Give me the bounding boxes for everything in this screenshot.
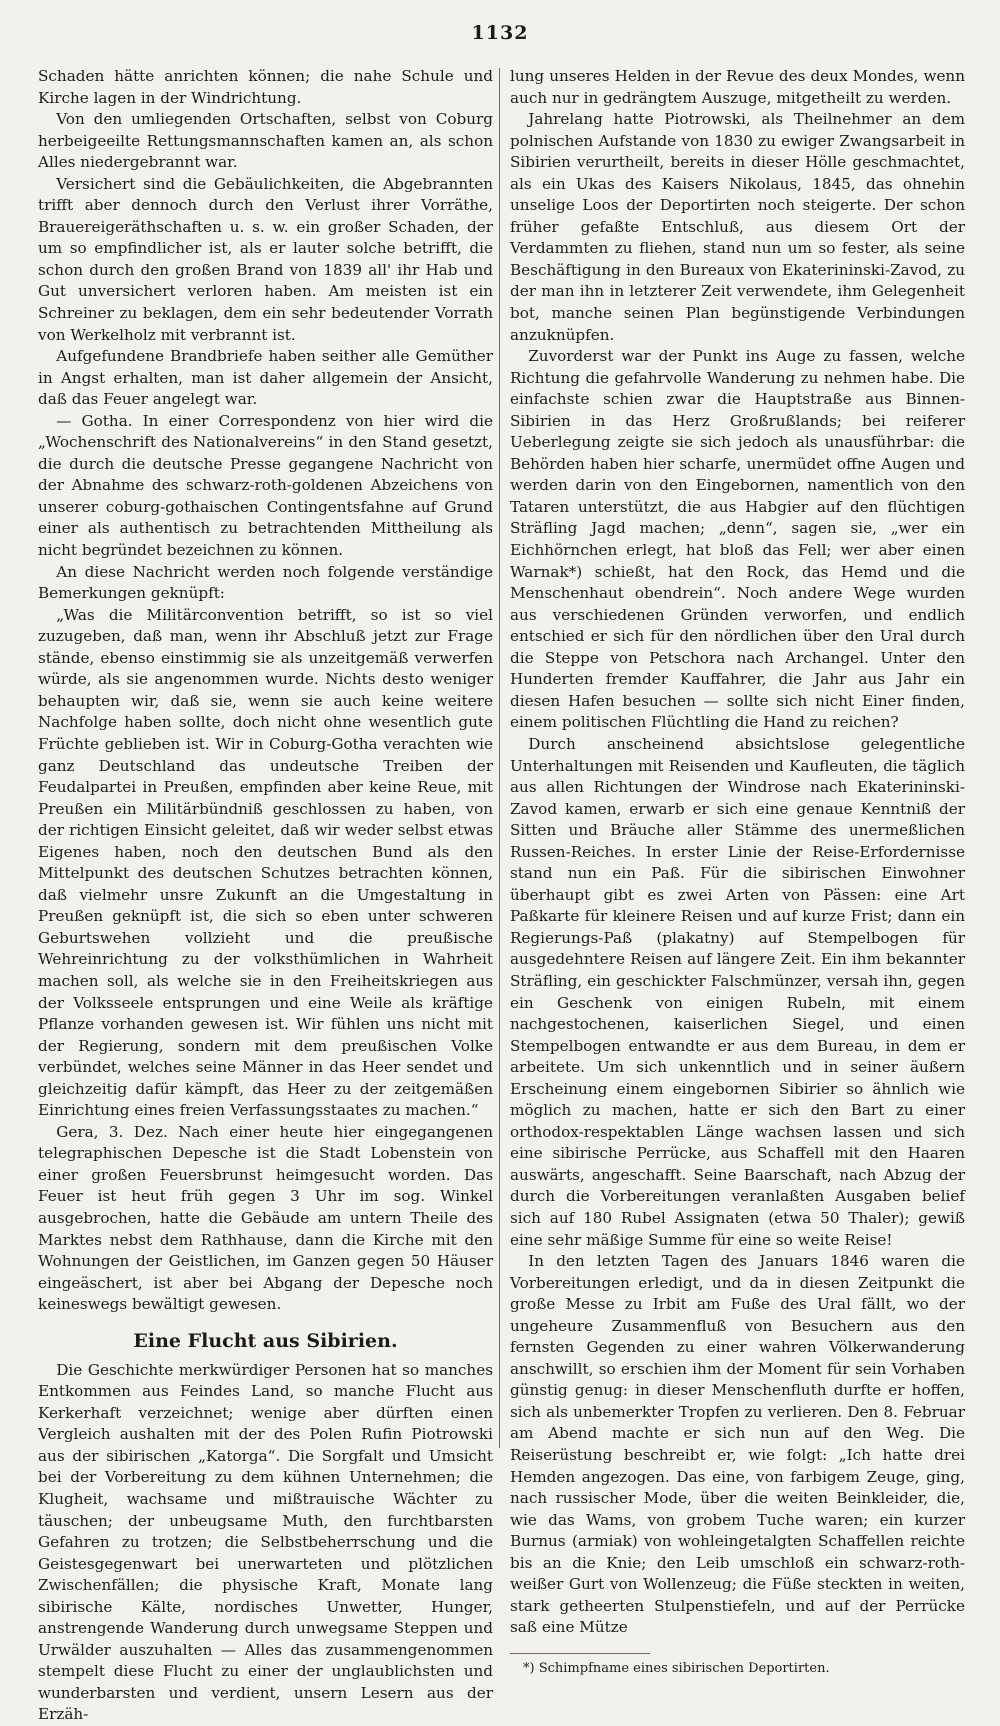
right-column [510,66,965,1676]
paragraph: An diese Nachricht werden noch folgende verständige Bemerkungen geknüpft: [38,562,493,603]
paragraph: Durch anscheinend absichtslose gelegentliche Unterhaltungen mit Reisenden und Kaufleuten, die täglich aus allen Richtungen der Windrose nach Ekaterininski-Zavod kamen, erwarb er sich eine genaue Kenntniß der Sitten und Bräuche aller Stämme des unermeßlichen Russen-Reiches. In erster Linie der Reise-Erfordernisse stand nun ein Paß. Für die sibirischen Einwohner überhaupt gibt es zwei Arten von Pässen: eine Art Paßkarte für kleinere Reisen und auf kurze Frist; dann ein Regierungs-Paß (plakatny) auf Stempelbogen für ausgedehntere Reisen auf längere Zeit. Ein ihm bekannter Sträfling, ein geschickter Falschmünzer, versah ihn, gegen ein Geschenk von einigen Rubeln, mit einem nachgestochenen, kaiserlichen Siegel, und einen Stempelbogen entwandte er aus dem Bureau, in dem er arbeitete. Um sich unkenntlich und in seiner äußern Erscheinung einem eingebornen Sibirier so ähnlich wie möglich zu machen, hatte er sich den Bart zu einer orthodox-respektablen Länge wachsen lassen und sich eine sibirische Perrücke, aus Schaffell mit den Haaren auswärts, angeschafft. Seine Baarschaft, nach Abzug der durch die Vorbereitungen veranlaßten Ausgaben belief sich auf 180 Rubel Assignaten (etwa 50 Thaler); gewiß eine sehr mäßige Summe für eine so weite Reise! [510,734,965,1249]
paragraph: — Gotha. In einer Correspondenz von hier wird die „Wochenschrift des Nationalvereins“ in den Stand gesetzt, die durch die deutsche Presse gegangene Nachricht von der Abnahme des schwarz-roth-goldenen Abzeichens von unserer coburg-gothaischen Contingentsfahne auf Grund einer als authentisch zu betrachtenden Mittheilung als nicht begründet bezeichnen zu können. [38,411,493,560]
article-title: Eine Flucht aus Sibirien. [133,1329,398,1352]
footnote: *) Schimpfname eines sibirischen Deportirten. [523,1660,830,1676]
paragraph: Aufgefundene Brandbriefe haben seither alle Gemüther in Angst erhalten, man ist daher allgemein der Ansicht, daß das Feuer angelegt war. [38,347,493,409]
paragraph: Versichert sind die Gebäulichkeiten, die Abgebrannten trifft aber dennoch durch den Verlust ihrer Vorräthe, Brauereigeräthschaften u. s. w. ein großer Schaden, der um so empfindlicher ist, als er lauter solche betrifft, die schon durch den großen Brand von 1839 all' ihr Hab und Gut unversichert verloren haben. Am meisten ist ein Schreiner zu beklagen, dem ein sehr bedeutender Vorrath von Werkelholz mit verbrannt ist. [38,174,493,344]
column-divider [499,68,500,1448]
paragraph: Von den umliegenden Ortschaften, selbst von Coburg herbeigeeilte Rettungsmannschaften kamen an, als schon Alles niedergebrannt war. [38,110,493,172]
paragraph: Zuvorderst war der Punkt ins Auge zu fassen, welche Richtung die gefahrvolle Wanderung zu nehmen habe. Die einfachste schien zwar die Hauptstraße aus Binnen-Sibirien in das Herz Großrußlands; bei reiferer Ueberlegung zeigte sie sich jedoch als unausführbar: die Behörden haben hier scharfe, unermüdet offne Augen und werden darin von den Eingebornen, namentlich von den Tataren unterstützt, die aus Habgier auf den flüchtigen Sträfling Jagd machen; „denn“, sagen sie, „wer ein Eichhörnchen erlegt, hat bloß das Fell; wer aber einen Warnak*) schießt, hat den Rock, das Hemd und die Menschenhaut obendrein“. Noch andere Wege wurden aus verschiedenen Gründen verworfen, und endlich entschied er sich für den nördlichen über den Ural durch die Steppe von Petschora nach Archangel. Unter den Hunderten fremder Kauffahrer, die Jahr aus Jahr ein diesen Hafen besuchen — sollte sich nicht Einer finden, einem politischen Flüchtling die Hand zu reichen? [510,347,965,732]
paragraph: Schaden hätte anrichten können; die nahe Schule und Kirche lagen in der Windrichtung. [38,67,493,107]
paragraph: „Was die Militärconvention betrifft, so ist so viel zuzugeben, daß man, wenn ihr Abschluß jetzt zur Frage stände, ebenso einstimmig sie als unzeitgemäß verwerfen würde, als sie angenommen wurde. Nichts desto weniger behaupten wir, daß sie, wenn sie auch keine weitere Nachfolge haben sollte, doch nicht ohne wesentlich gute Früchte geblieben ist. Wir in Coburg-Gotha verachten wie ganz Deutschland das undeutsche Treiben der Feudalpartei in Preußen, empfinden aber keine Reue, mit Preußen ein Militärbündniß geschlossen zu haben, von der richtigen Einsicht geleitet, daß wir weder selbst etwas Eigenes haben, noch den deutschen Bund als den Mittelpunkt des deutschen Schutzes betrachten können, daß vielmehr unsre Zukunft an die Umgestaltung in Preußen geknüpft ist, die sich so eben unter schweren Geburtswehen vollzieht und die preußische Wehreinrichtung zu der volksthümlichen in Wahrheit machen soll, als welche sie in den Freiheitskriegen aus der Volksseele entsprungen und eine Weile als kräftige Pflanze vorhanden gewesen ist. Wir fühlen uns nicht mit der Regierung, sondern mit dem preußischen Volke verbündet, welches seine Männer in das Heer sendet und gleichzeitig dafür kämpft, das Heer zu der zeitgemäßen Einrichtung eines freien Verfassungsstaates zu machen.“ [38,605,493,1120]
paragraph: Gera, 3. Dez. Nach einer heute hier eingegangenen telegraphischen Depesche ist die Stadt Lobenstein von einer großen Feuersbrunst heimgesucht worden. Das Feuer ist heut früh gegen 3 Uhr im sog. Winkel ausgebrochen, hatte die Gebäude am untern Theile des Marktes nebst dem Rathhause, dann die Kirche mit den Wohnungen der Geistlichen, im Ganzen gegen 50 Häuser eingeäschert, ist aber bei Abgang der Depesche noch keineswegs bewältigt gewesen. [38,1122,493,1314]
footnote-rule [510,1653,650,1654]
left-column [38,66,493,1724]
page-number: 1132 [471,22,529,44]
paragraph: Die Geschichte merkwürdiger Personen hat so manches Entkommen aus Feindes Land, so manche Flucht aus Kerkerhaft verzeichnet; wenige aber dürften einen Vergleich aushalten mit der des Polen Rufin Piotrowski aus der sibirischen „Katorga“. Die Sorgfalt und Umsicht bei der Vorbereitung zu dem kühnen Unternehmen; die Klugheit, wachsame und mißtrauische Wächter zu täuschen; der unbeugsame Muth, den furchtbarsten Gefahren zu trotzen; die Selbstbeherrschung und die Geistesgegenwart bei unerwarteten und plötzlichen Zwischenfällen; die physische Kraft, Monate lang sibirische Kälte, nordisches Unwetter, Hunger, anstrengende Wanderung durch unwegsame Steppen und Urwälder auszuhalten — Alles das zusammengenommen stempelt diese Flucht zu einer der unglaublichsten und wunderbarsten und verdient, unsern Lesern aus der Erzäh- [38,1360,493,1724]
paragraph: Jahrelang hatte Piotrowski, als Theilnehmer an dem polnischen Aufstande von 1830 zu ewiger Zwangsarbeit in Sibirien verurtheilt, bereits in dieser Hölle geschmachtet, als ein Ukas des Kaisers Nikolaus, 1845, das ohnehin unselige Loos der Deportirten noch steigerte. Der schon früher gefaßte Entschluß, aus diesem Ort der Verdammten zu fliehen, stand nun um so fester, als seine Beschäftigung in den Bureaux von Ekaterininski-Zavod, zu der man ihn in letzterer Zeit verwendete, ihm Gelegenheit bot, manche seinen Plan begünstigende Verbindungen anzuknüpfen. [510,110,965,344]
paragraph: In den letzten Tagen des Januars 1846 waren die Vorbereitungen erledigt, und da in diesen Zeitpunkt die große Messe zu Irbit am Fuße des Ural fällt, wo der ungeheure Zusammenfluß von Besuchern aus den fernsten Gegenden zu einer wahren Völkerwanderung anschwillt, so erschien ihm der Moment für sein Vorhaben günstig genug: in dieser Menschenfluth durfte er hoffen, sich als unbemerkter Tropfen zu verlieren. Den 8. Februar am Abend machte er sich nun auf den Weg. Die Reiserüstung beschreibt er, wie folgt: „Ich hatte drei Hemden angezogen. Das eine, von farbigem Zeuge, ging, nach russischer Mode, über die weiten Beinkleider, die, wie das Wams, von grobem Tuche waren; ein kurzer Burnus (armiak) von wohleingetalgten Schaffellen reichte bis an die Knie; den Leib umschloß ein schwarz-roth-weißer Gurt von Wollenzeug; die Füße steckten in weiten, stark getheerten Stulpenstiefeln, und auf der Perrücke saß eine Mütze [510,1252,965,1637]
paragraph: lung unseres Helden in der Revue des deux Mondes, wenn auch nur in gedrängtem Auszuge, mitgetheilt zu werden. [510,67,965,107]
